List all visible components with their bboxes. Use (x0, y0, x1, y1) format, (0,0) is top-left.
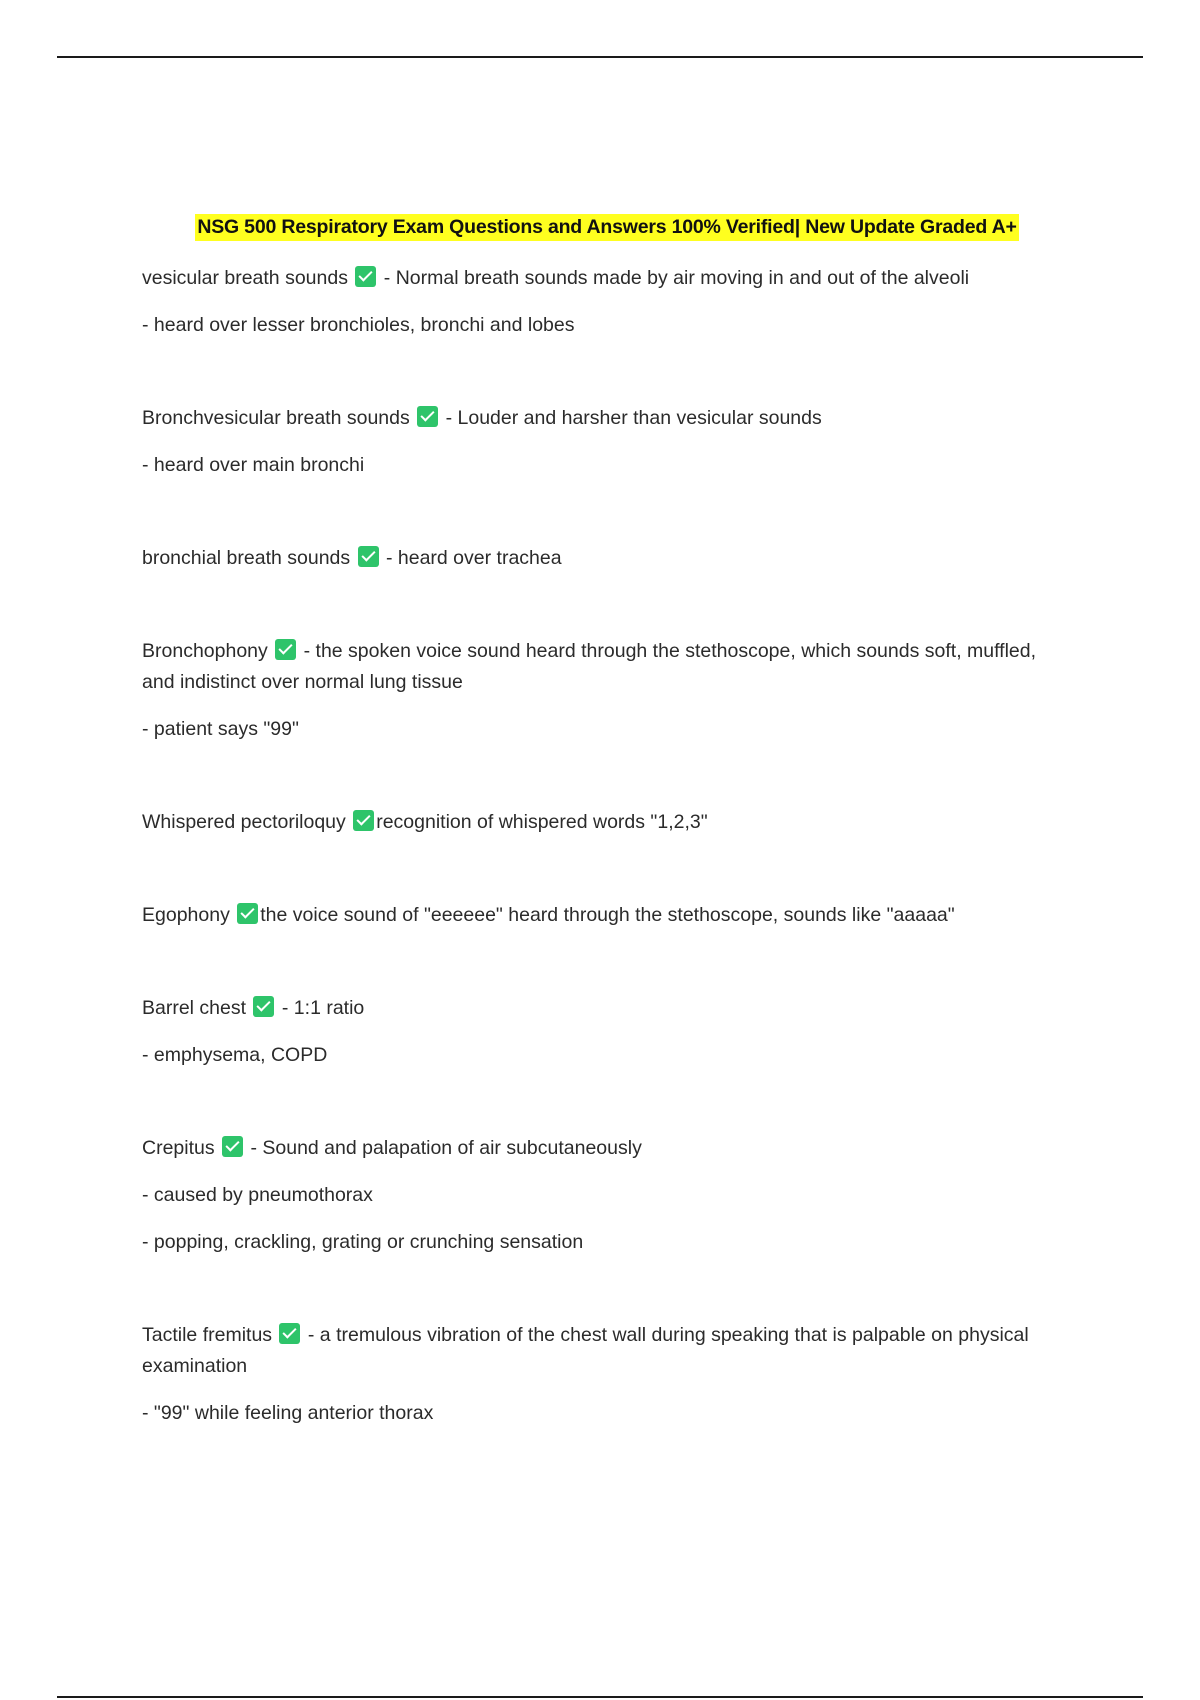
entry-definition: - a tremulous vibration of the chest wall during speaking that is palpable on physical examination (142, 1324, 1029, 1377)
entry-term: Whispered pectoriloquy (142, 811, 346, 833)
flashcard-entry (142, 263, 1072, 341)
flashcard-entry (142, 1320, 1072, 1429)
check-icon (358, 546, 379, 567)
entry-note: - patient says "99" (142, 718, 299, 740)
flashcard-entry (142, 636, 1072, 745)
entry-term: vesicular breath sounds (142, 267, 348, 289)
entry-note: - popping, crackling, grating or crunching sensation (142, 1231, 584, 1253)
entry-note: - emphysema, COPD (142, 1044, 328, 1066)
flashcard-entry (142, 807, 1072, 838)
check-icon (237, 903, 258, 924)
document-title: NSG 500 Respiratory Exam Questions and Answers 100% Verified| New Update Graded A+ (195, 214, 1018, 241)
entry-line (142, 543, 1072, 574)
entry-definition: recognition of whispered words "1,2,3" (376, 811, 708, 833)
flashcard-entry (142, 403, 1072, 481)
check-icon (253, 996, 274, 1017)
entry-note: - heard over lesser bronchioles, bronchi and lobes (142, 314, 575, 336)
flashcard-entry (142, 543, 1072, 574)
entry-line (142, 1320, 1072, 1382)
footer-rule (57, 1696, 1143, 1698)
document-body (142, 214, 1072, 1445)
check-icon (222, 1136, 243, 1157)
entry-term: Bronchvesicular breath sounds (142, 407, 410, 429)
entry-term: bronchial breath sounds (142, 547, 351, 569)
entry-definition: - heard over trachea (385, 547, 562, 569)
entry-term: Barrel chest (142, 997, 247, 1019)
entry-line (142, 807, 1072, 838)
entry-definition: the voice sound of "eeeeee" heard through the stethoscope, sounds like "aaaaa" (260, 904, 955, 926)
check-icon (275, 639, 296, 660)
check-icon (417, 406, 438, 427)
flashcard-entry (142, 900, 1072, 931)
entry-line (142, 1133, 1072, 1164)
entry-note: - caused by pneumothorax (142, 1184, 373, 1206)
entry-line (142, 403, 1072, 434)
entry-definition: - the spoken voice sound heard through the stethoscope, which sounds soft, muffled, and indistinct over normal lung tissue (142, 640, 1037, 693)
check-icon (279, 1323, 300, 1344)
entry-definition: - Louder and harsher than vesicular sounds (445, 407, 822, 429)
entry-definition: - Sound and palapation of air subcutaneously (250, 1137, 642, 1159)
entry-note: - heard over main bronchi (142, 454, 365, 476)
header-rule (57, 56, 1143, 58)
entry-term: Tactile fremitus (142, 1324, 273, 1346)
entry-term: Bronchophony (142, 640, 268, 662)
check-icon (353, 810, 374, 831)
entry-term: Crepitus (142, 1137, 215, 1159)
entry-line (142, 263, 1072, 294)
entry-term: Egophony (142, 904, 230, 926)
entry-definition: - 1:1 ratio (281, 997, 365, 1019)
entry-definition: - Normal breath sounds made by air moving in and out of the alveoli (383, 267, 970, 289)
title-wrap (142, 214, 1072, 241)
entry-line (142, 993, 1072, 1024)
entry-line (142, 900, 1072, 931)
flashcard-entry (142, 993, 1072, 1071)
entry-note: - "99" while feeling anterior thorax (142, 1402, 434, 1424)
flashcard-entry (142, 1133, 1072, 1258)
check-icon (355, 266, 376, 287)
entry-line (142, 636, 1072, 698)
